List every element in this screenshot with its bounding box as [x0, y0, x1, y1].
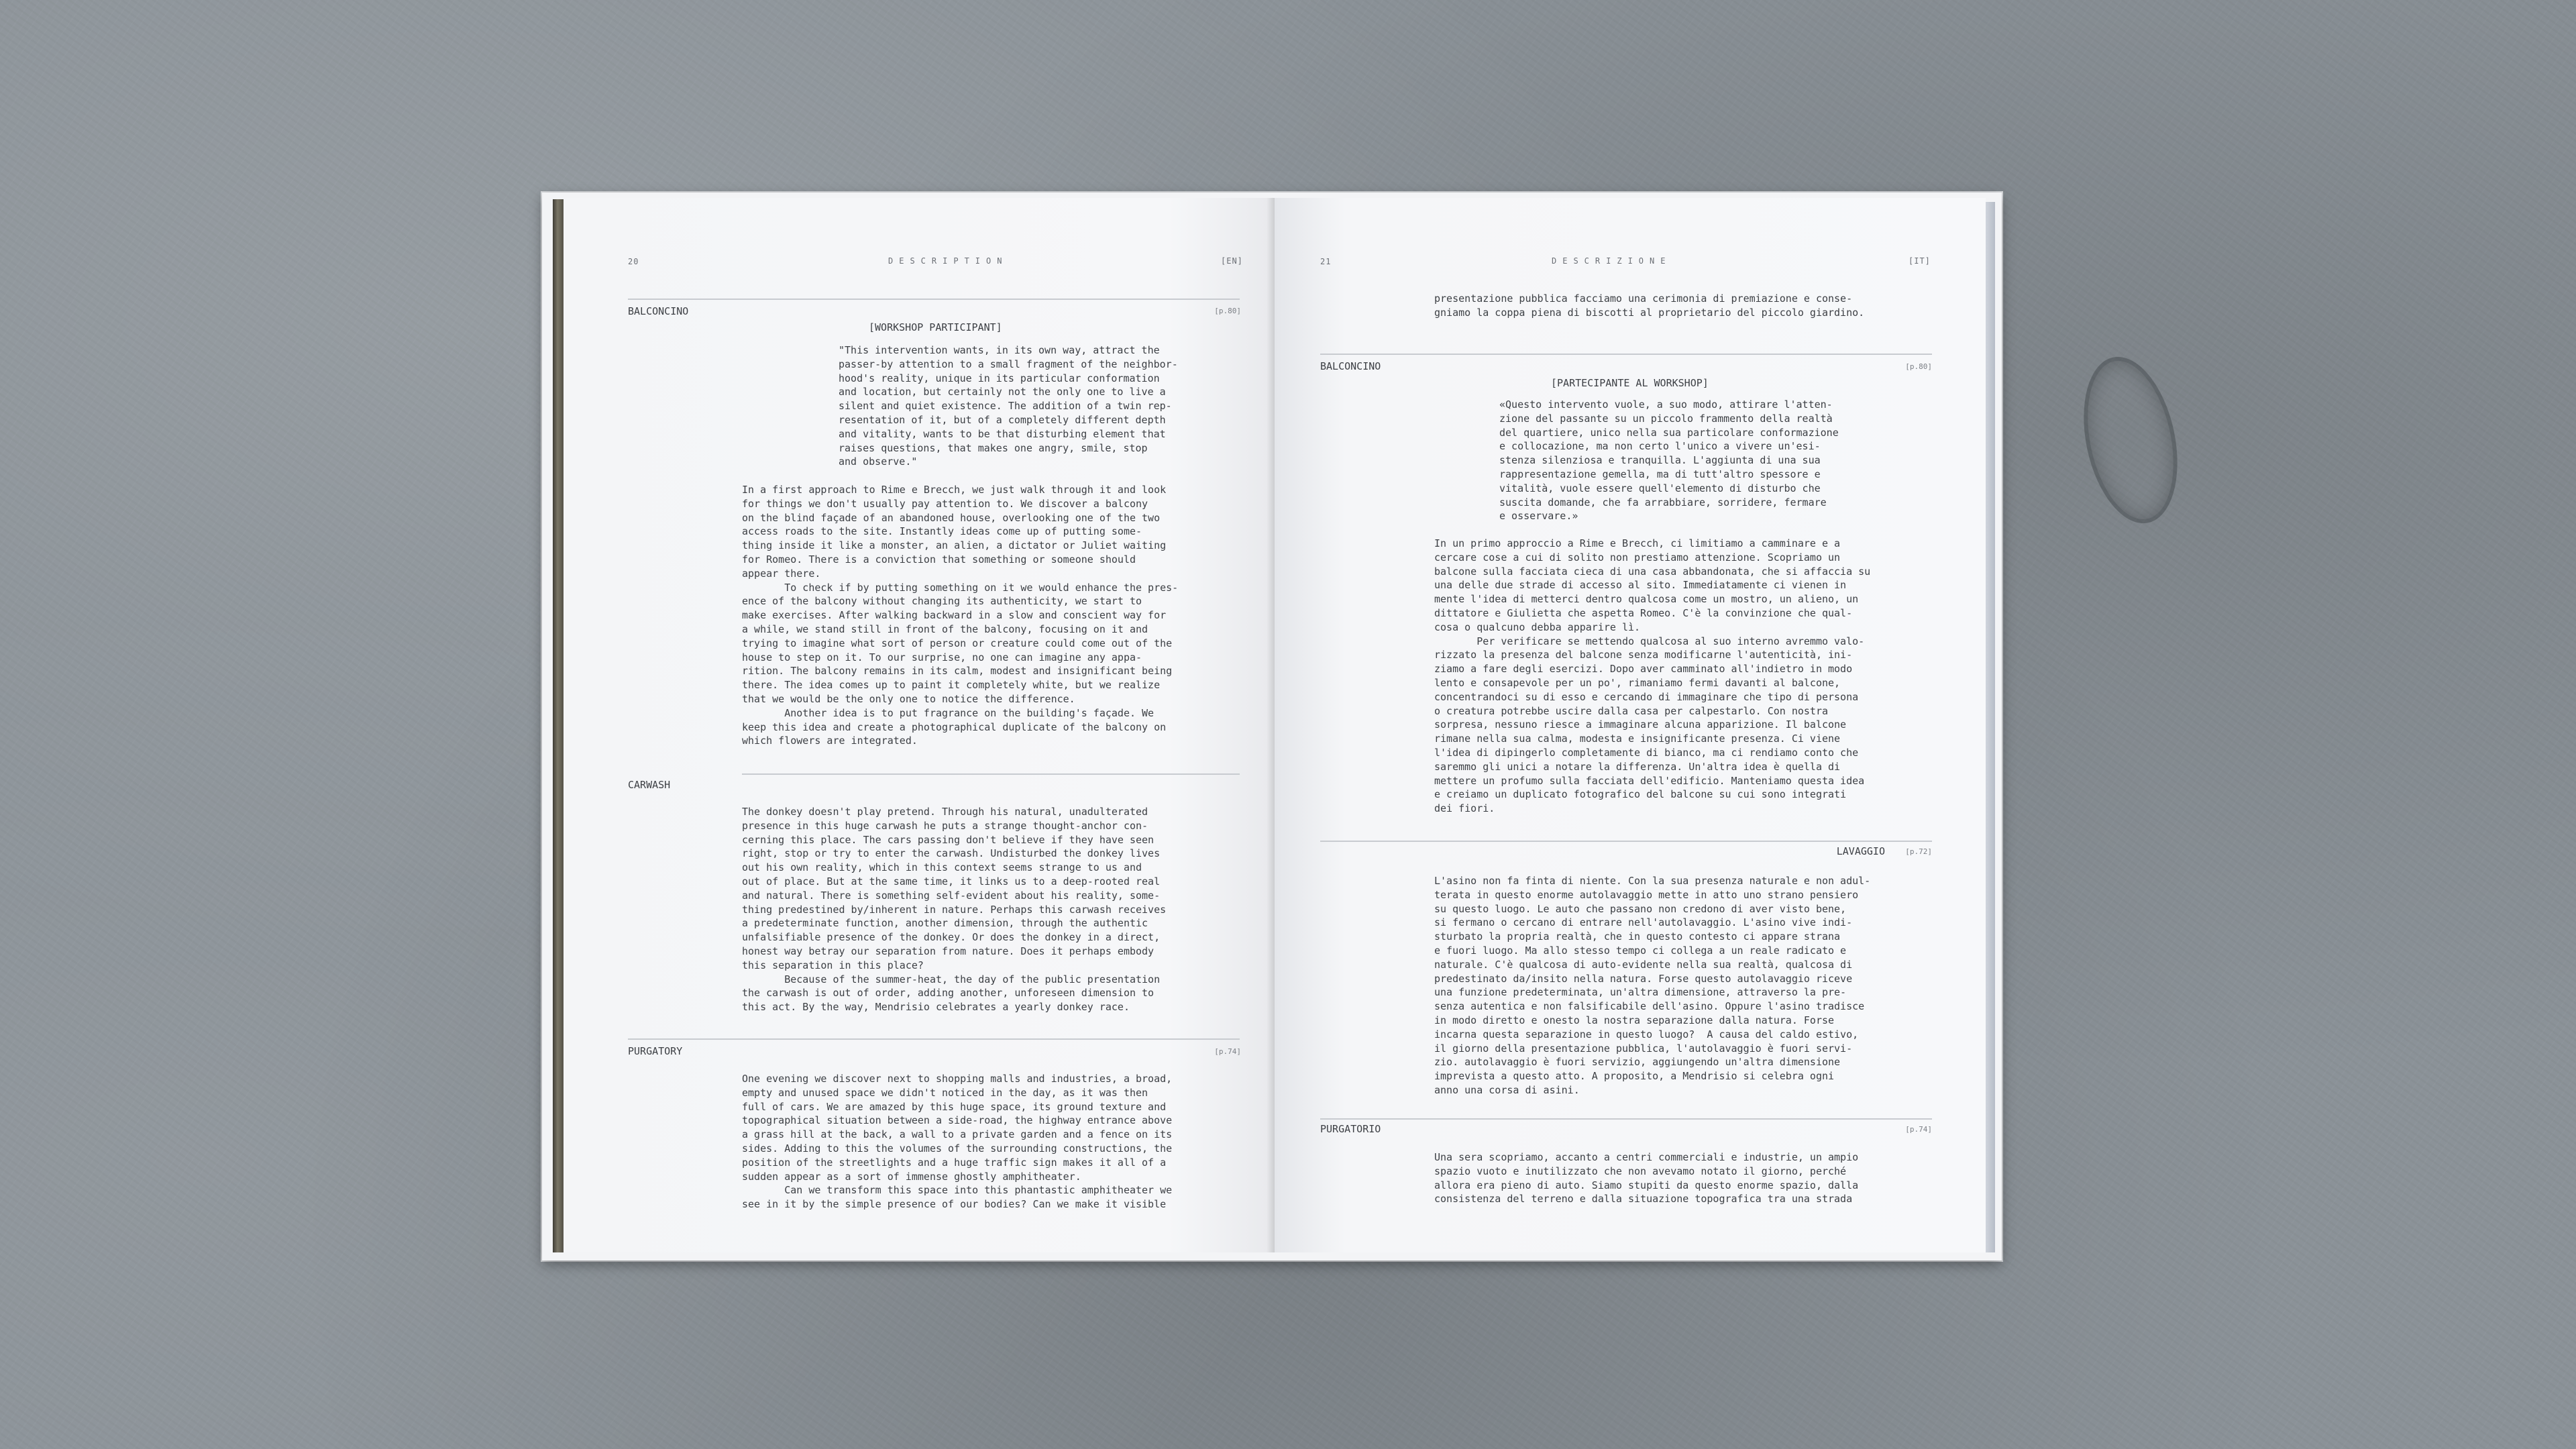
section-rule: [1320, 841, 1932, 842]
section-rule: [1320, 354, 1932, 355]
section-body: The donkey doesn't play pretend. Through his natural, unadulterated presence in this huge carwash he puts a strange thought-anchor con- cerning this place. The cars passing don't believe if they have seen right, stop or try to enter the carwash. Undisturbed the donkey lives out his own reality, which in this context seems strange to us and out of place. But at the same time, it links us to a deep-rooted real and natural. There is something self-evident about his reality, some- thing predestined by/inherent in nature. Perhaps this carwash receives a predeterminate function, another dimension, through the authentic unfalsifiable presence of the donkey. Or does the donkey in a direct, honest way betray our separation from nature. Does it perhaps embody this separation in this place? Because of the summer-heat, the day of the public presentation the carwash is out of order, adding another, unforeseen dimension to this act. By the way, Mendrisio celebrates a yearly donkey race.: [742, 806, 1167, 1014]
section-title: CARWASH: [628, 779, 671, 791]
section-rule: [742, 773, 1240, 775]
section-title: PURGATORIO: [1320, 1123, 1381, 1135]
right-page: [1275, 198, 1986, 1252]
open-book: [542, 193, 2002, 1260]
section-subheading: [WORKSHOP PARTICIPANT]: [869, 321, 1002, 333]
language-tag: [EN]: [1221, 256, 1243, 266]
continued-text: presentazione pubblica facciamo una cerimonia di premiazione e conse- gniamo la coppa piena di biscotti al proprietario del piccolo giardino.: [1434, 292, 1865, 319]
section-body: Una sera scopriamo, accanto a centri commerciali e industrie, un ampio spazio vuoto e inutilizzato che non avevamo notato il giorno, perché allora era pieno di auto. Siamo stupiti da questo enorme spazio, dalla consistenza del terreno e dalla situazione topografica tra una strada: [1434, 1151, 1859, 1205]
section-title: PURGATORY: [628, 1045, 683, 1057]
section-title: BALCONCINO: [628, 305, 689, 317]
page-reference: [p.72]: [1905, 847, 1932, 856]
section-body: In a first approach to Rime e Brecch, we just walk through it and look for things we don't usually pay attention to. We discover a balcony on the blind façade of an abandoned house, overlooking one of the two access roads to the site. Instantly ideas come up of putting some- thing inside it like a monster, an alien, a dictator or Juliet waiting for Romeo. There is a conviction that something or someone should appear there. To check if by putting something on it we would enhance the pres- ence of the balcony without changing its authenticity, we start to make exercises. After walking backward in a slow and conscient way for a while, we stand still in front of the balcony, focusing on it and trying to imagine what sort of person or creature could come out of the house to step on it. To our surprise, no one can imagine any appa- rition. The balcony remains in its calm, modest and insignificant being there. The idea comes up to paint it completely white, but we realize that we would be the only one to notice the difference. Another idea is to put fragrance on the building's façade. We keep this idea and create a photographical duplicate of the balcony on which flowers are integrated.: [742, 484, 1179, 747]
section-title: LAVAGGIO: [1836, 845, 1885, 857]
page-reference: [p.80]: [1905, 362, 1932, 371]
page-reference: [p.74]: [1214, 1047, 1241, 1056]
section-quote: "This intervention wants, in its own way, attract the passer-by attention to a small fragment of the neighbor- hood's reality, unique in its particular conformation and location, but certainly not the only one to live a silent and quiet existence. The addition of a twin rep- resentation of it, but of a completely different depth and vitality, wants to be that disturbing element that raises questions, that makes one angry, smile, stop and observe.": [839, 344, 1178, 468]
section-rule: [628, 299, 1240, 300]
page-reference: [p.74]: [1905, 1125, 1932, 1134]
section-body: L'asino non fa finta di niente. Con la sua presenza naturale e non adul- terata in questo enorme autolavaggio mette in atto uno strano pensiero su questo luogo. Le auto che passano non credono di aver visto bene, si fermano o cercano di entrare nell'autolavaggio. L'asino vive indi- sturbato la propria realtà, che in questo contesto ci appare strana e fuori luogo. Ma allo stesso tempo ci collega a un reale radicato e naturale. C'è qualcosa di auto-evidente nella sua realtà, qualcosa di predestinato da/insito nella natura. Forse questo autolavaggio riceve una funzione predeterminata, un'altra dimensione, attraverso la pre- senza autentica e non falsificabile dell'asino. Oppure l'asino tradisce in modo diretto e onesto la nostra separazione dalla natura. Forse incarna questa separazione in questo luogo? A causa del caldo estivo, il giorno della presentazione pubblica, l'autolavaggio è fuori servi- zio. autolavaggio è fuori servizio, aggiungendo un'altra dimensione imprevista a questo atto. A proposito, a Mendrisio si celebra ogni anno una corsa di asini.: [1434, 875, 1871, 1096]
page-reference: [p.80]: [1214, 307, 1241, 315]
section-rule: [628, 1038, 1240, 1040]
left-page: [564, 198, 1275, 1252]
language-tag: [IT]: [1909, 256, 1931, 266]
running-title: DESCRIZIONE: [1552, 256, 1672, 266]
section-quote: «Questo intervento vuole, a suo modo, attirare l'atten- zione del passante su un piccolo frammento della realtà del quartiere, unico nella sua particolare conformazione e collocazione, ma non certo l'unico a vivere un'esi- stenza silenziosa e tranquilla. L'aggiunta di una sua rappresentazione gemella, ma di tutt'altro spessore e vitalità, vuole essere quell'elemento di disturbo che suscita domande, che fa arrabbiare, sorridere, fermare e osservare.»: [1499, 398, 1839, 523]
page-number: 21: [1320, 257, 1332, 266]
section-body: One evening we discover next to shopping malls and industries, a broad, empty and unused space we didn't noticed in the day, as it was then full of cars. We are amazed by this huge space, its ground texture and topographical situation between a side-road, the highway entrance above a grass hill at the back, a wall to a private garden and a fence on its sides. Adding to this the volumes of the surrounding constructions, the position of the streetlights and a huge traffic sign makes it all of a sudden appear as a sort of immense ghostly amphitheater. Can we transform this space into this phantastic amphitheater we see in it by the simple presence of our bodies? Can we make it visible: [742, 1073, 1173, 1211]
section-rule: [1320, 1118, 1932, 1120]
running-title: DESCRIPTION: [888, 256, 1008, 266]
section-subheading: [PARTECIPANTE AL WORKSHOP]: [1551, 377, 1709, 389]
page-number: 20: [628, 257, 639, 266]
section-body: In un primo approccio a Rime e Brecch, ci limitiamo a camminare e a cercare cose a cui di solito non prestiamo attenzione. Scopriamo un balcone sulla facciata cieca di una casa abbandonata, che si affaccia su una delle due strade di accesso al sito. Immediatamente ci vienen in mente l'idea di metterci dentro qualcosa come un mostro, un alieno, un dittatore e Giulietta che aspetta Romeo. C'è la convinzione che qual- cosa o qualcuno debba apparire lì. Per verificare se mettendo qualcosa al suo interno avremmo valo- rizzato la presenza del balcone senza modificarne l'autenticità, ini- ziamo a fare degli esercizi. Dopo aver camminato all'indietro in modo lento e consapevole per un po', rimaniamo fermi davanti al balcone, concentrandoci su di esso e cercando di immaginare che tipo di persona o creatura potrebbe uscire dalla casa per calpestarlo. Con nostra sorpresa, nessuno riesce a immaginare alcuna apparizione. Il balcone rimane nella sua calma, modesta e insignificante presenza. Ci viene l'idea di dipingerlo completamente di bianco, ma ci rendiamo conto che saremmo gli unici a notare la differenza. Un'altra idea è quella di mettere un profumo sulla facciata dell'edificio. Manteniamo questa idea e creiamo un duplicato fotografico del balcone su cui sono integrati dei fiori.: [1434, 537, 1871, 815]
section-title: BALCONCINO: [1320, 360, 1381, 372]
